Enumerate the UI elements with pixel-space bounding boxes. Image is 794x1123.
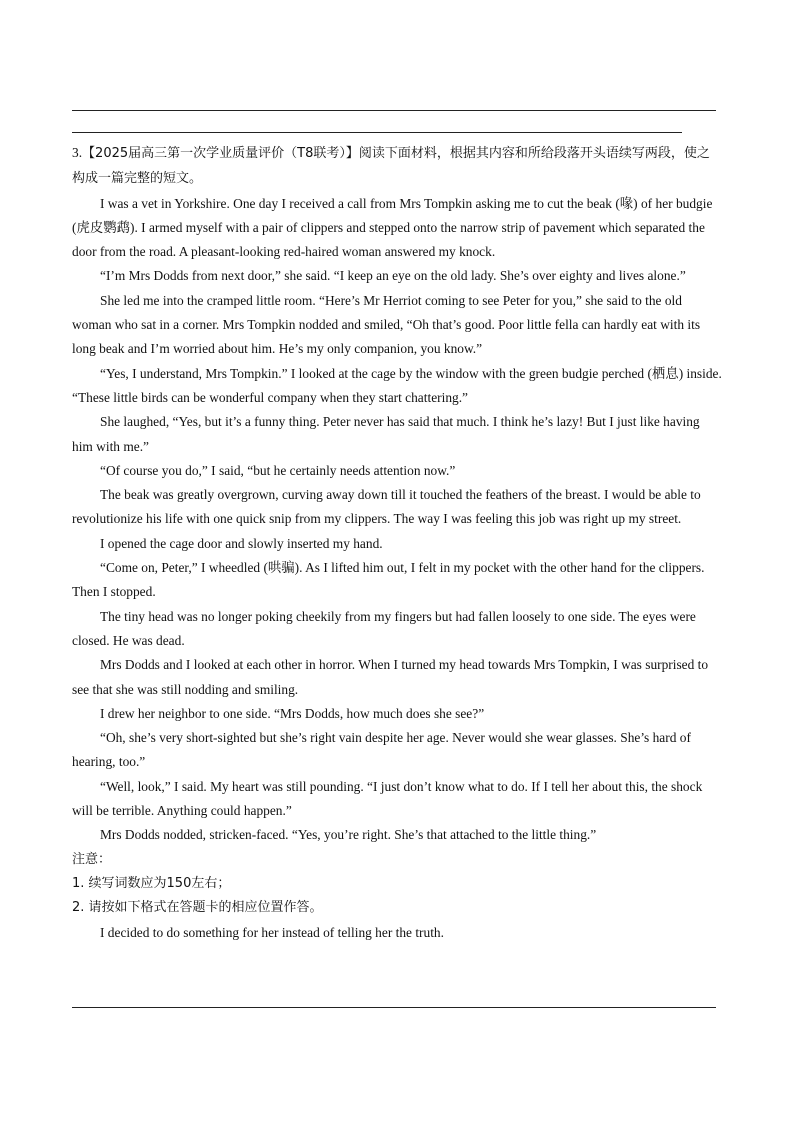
passage-paragraph: “Well, look,” I said. My heart was still pounding. “I just don’t know what to do. If I tell her about this, the shock will be terrible. Anything could happen.” bbox=[72, 778, 703, 819]
question-number: 3. bbox=[72, 145, 83, 160]
question-source: 【2025届高三第一次学业质量评价（T8联考）】 bbox=[82, 146, 359, 161]
note-item: 1. 续写词数应为150左右； bbox=[72, 875, 231, 891]
header-rule-top bbox=[72, 110, 716, 111]
continuation-opening-sentence: I decided to do something for her instead of telling her the truth. bbox=[100, 924, 444, 940]
passage-paragraph: Mrs Dodds and I looked at each other in horror. When I turned my head towards Mrs Tompkin, I was surprised to see that she was still nodding and smiling. bbox=[72, 657, 709, 697]
passage-paragraph: “Of course you do,” I said, “but he certainly needs attention now.” bbox=[100, 462, 456, 478]
question-instruction: 阅读下面材料，根据其内容和所给段落开头语续写两段，使之构成一篇完整的短文。 bbox=[72, 146, 710, 187]
notes-label: 注意： bbox=[72, 851, 112, 867]
footer-rule bbox=[72, 1007, 716, 1008]
passage-paragraph: Mrs Dodds nodded, stricken-faced. “Yes, you’re right. She’s that attached to the little thing.” bbox=[100, 827, 597, 843]
passage-paragraph: I opened the cage door and slowly inserted my hand. bbox=[100, 535, 383, 551]
question-block bbox=[72, 141, 722, 945]
passage-paragraph: The tiny head was no longer poking cheekily from my fingers but had fallen loosely to one side. The eyes were closed. He was dead. bbox=[72, 608, 696, 648]
passage-paragraph: “Yes, I understand, Mrs Tompkin.” I looked at the cage by the window with the green budgie perched (栖息) inside. “These little birds can be wonderful company when they start chattering.” bbox=[72, 365, 722, 405]
question-heading bbox=[72, 141, 722, 192]
passage-paragraph: “Oh, she’s very short-sighted but she’s right vain despite her age. Never would she wear glasses. She’s hard of hearing, too.” bbox=[72, 730, 691, 770]
passage-paragraph: I was a vet in Yorkshire. One day I received a call from Mrs Tompkin asking me to cut the beak (喙) of her budgie (虎皮鹦鹉). I armed myself with a pair of clippers and stepped onto the narrow strip of pavement which separated the door from the road. A pleasant-looking red-haired woman answered my knock. bbox=[72, 195, 713, 260]
reading-passage bbox=[72, 192, 722, 848]
passage-paragraph: “Come on, Peter,” I wheedled (哄骗). As I lifted him out, I felt in my pocket with the other hand for the clippers. Then I stopped. bbox=[72, 560, 705, 600]
notes-section bbox=[72, 848, 722, 921]
passage-paragraph: She laughed, “Yes, but it’s a funny thing. Peter never has said that much. I think he’s lazy! But I just like having him with me.” bbox=[72, 414, 700, 454]
passage-paragraph: “I’m Mrs Dodds from next door,” she said. “I keep an eye on the old lady. She’s over eighty and lives alone.” bbox=[100, 268, 686, 284]
passage-paragraph: I drew her neighbor to one side. “Mrs Dodds, how much does she see?” bbox=[100, 705, 485, 721]
passage-paragraph: The beak was greatly overgrown, curving away down till it touched the feathers of the breast. I would be able to revolutionize his life with one quick snip from my clippers. The way I was feeling this job was right up my street. bbox=[72, 487, 701, 527]
note-item: 2. 请按如下格式在答题卡的相应位置作答。 bbox=[72, 900, 323, 916]
header-rule-bottom bbox=[72, 132, 682, 133]
passage-paragraph: She led me into the cramped little room. “Here’s Mr Herriot coming to see Peter for you,” she said to the old woman who sat in a corner. Mrs Tompkin nodded and smiled, “Oh that’s good. Poor little fella can hardly eat with its long beak and I’m worried about him. He’s my only companion, you know.” bbox=[72, 292, 701, 357]
